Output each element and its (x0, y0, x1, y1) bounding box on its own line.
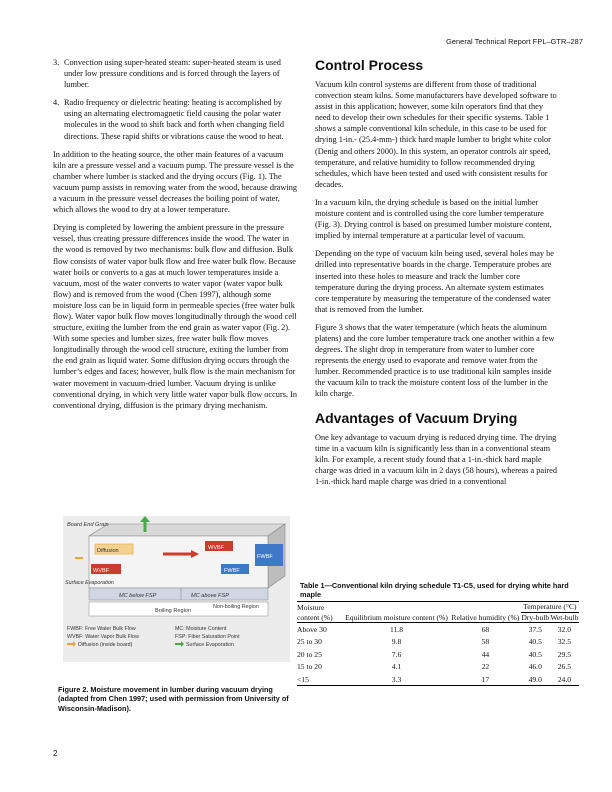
cell-dry: 46.0 (528, 662, 542, 672)
legend-fsp: FSP: Fiber Saturation Point (175, 634, 240, 640)
cell-dry: 40.5 (528, 637, 542, 647)
col-header-wet-bulb: Wet-bulb (550, 612, 579, 622)
kiln-schedule-table (297, 601, 579, 686)
col-header-temp: Temperature (°C) (521, 602, 579, 613)
cell-rh: 58 (481, 637, 490, 647)
table-row (297, 648, 579, 660)
table-row (297, 623, 579, 636)
fwbf-label-end: FWBF (257, 554, 273, 560)
figure-2 (63, 516, 290, 662)
cell-emc: 7.6 (391, 649, 402, 659)
cell-rh: 68 (481, 624, 490, 634)
cell-emc: 11.8 (389, 624, 403, 634)
cell-rh: 17 (450, 673, 521, 686)
legend-diffusion: Diffusion (inside board) (78, 642, 133, 648)
left-column (53, 57, 298, 418)
paragraph: Figure 3 shows that the water temperature (which heats the aluminum platens) and the core lumber temperature track one another within a few degrees. The slight drop in temperature from water to lumber core represents the energy used to evaporate and remove water from the lumber. Recommended practice is to use traditional kiln samples inside the vacuum kiln to track the moisture content loss of the lumber in the kiln charge. (315, 322, 555, 399)
cell-dry: 37.5 (528, 624, 542, 634)
cell-mc: 25 to 30 (297, 637, 322, 647)
paragraph: In addition to the heating source, the other main features of a vacuum kiln are a pressure vessel and a vacuum pump. The pressure vessel is the chamber where lumber is stacked and the drying occurs (Fig. 1). The vacuum pump assists in removing water from the wood, because drawing a vacuum in the pressure vessel decreases the boiling point of water, which allows the wood to dry at a lower temperature. (53, 149, 298, 215)
paragraph: Drying is completed by lowering the ambient pressure in the pressure vessel, thus creating pressure differences inside the wood. The water in the wood is removed by two mechanisms: bulk flow and diffusion. Bulk flow consists of water vapor bulk flow and free water bulk flow. Because water boils or converts to a gas at much lower temperatures inside a vacuum, most of the water converts to water vapor (water vapor bulk flow) and is removed from the wood (Chen 1997), although some moisture loss can be in liquid form in permeable species (free water bulk flow). Water vapor bulk flow moves longitudinally through the wood cell structure, exiting the lumber from the end grain as water vapor (Fig. 2). With some species and lumber sizes, free water bulk flow moves longitudinally through the wood cell structure, exiting the lumber from the end grain as liquid water. Some diffusion drying occurs through the lumber’s edges and faces; however, bulk flow is the main mechanism for water movement in vacuum-dried lumber. Vacuum drying is unlike conventional drying, in which very little water vapor bulk flow occurs. In conventional drying, diffusion is the primary drying mechanism. (53, 223, 298, 410)
mc-below-label: MC below FSP (119, 593, 157, 599)
table-caption: Table 1—Conventional kiln drying schedule T1-C5, used for drying white hard maple (300, 581, 569, 600)
evaporation-legend-icon (175, 641, 184, 647)
cell-mc: Above 30 (297, 624, 327, 634)
mc-band (89, 588, 268, 600)
col-header-rh: Relative humidity (%) (450, 602, 521, 623)
paragraph: One key advantage to vacuum drying is reduced drying time. The drying time in a vacuum kiln is significantly less than in a conventional steam kiln. For example, a recent study found that a 1-in.-thick hard maple charge was dried in a vacuum kiln in 2 days (58 hours), whereas a paired 1-in.-thick hard maple charge was dried in a conventional (315, 432, 557, 486)
cell-wet: 32.0 (557, 624, 572, 634)
paragraph: Vacuum kiln control systems are different from those of traditional convection steam kilns. Some manufacturers have developed software to assist in this application; however, some kiln operators find that they need to develop their own schedules for their specific systems. Table 1 shows a sample conventional kiln schedule, in this case to be used for drying 1-in.- (25.4-mm-) thick hard maple lumber to bright white color (Denig and others 2000). In this system, an operator controls air speed, temperature, and relative humidity to follow recommended drying schedules, which have been tested and used with consistent results for decades. (315, 80, 557, 189)
cell-dry: 40.5 (528, 649, 542, 659)
list-text: Convection using super-heated steam: super-heated steam is used under low pressure conditions and is forced through the layers of lumber. (64, 58, 281, 90)
cell-mc: 15 to 20 (297, 662, 322, 672)
cell-emc: 9.8 (391, 637, 402, 647)
table-row (297, 673, 579, 686)
col-header-emc: Equilibrium moisture content (%) (343, 602, 450, 623)
paragraph: In a vacuum kiln, the drying schedule is based on the initial lumber moisture content and is controlled using the core lumber temperature (Fig. 3). Drying control is based on presumed lumber moisture content, implied by internal temperature at a particular level of vacuum. (315, 197, 552, 241)
legend-evaporation: Surface Evaporation (186, 642, 234, 648)
legend-fwbf: FWBF: Free Water Bulk Flow (67, 626, 136, 632)
list-number: 3. (53, 58, 60, 67)
wvbf-label-lower: WVBF (93, 568, 110, 574)
cell-wet: 29.5 (557, 649, 572, 659)
cell-wet: 24.0 (550, 673, 579, 686)
board-top-face (89, 524, 285, 536)
cell-rh: 44 (481, 649, 490, 659)
section-heading-control: Control Process (315, 57, 424, 73)
section-heading-advantages: Advantages of Vacuum Drying (315, 409, 518, 426)
wvbf-label-upper: WVBF (208, 545, 225, 551)
list-number: 4. (53, 98, 60, 108)
cell-emc: 3.3 (343, 673, 450, 686)
mc-above-label: MC above FSP (191, 593, 229, 599)
cell-rh: 22 (481, 662, 490, 672)
cell-wet: 26.5 (557, 662, 572, 672)
cell-mc: 20 to 25 (297, 649, 322, 659)
paragraph: Depending on the type of vacuum kiln being used, several holes may be drilled into representative boards in the charge. Temperature probes are inserted into these holes to measure and track the lumber core temperature during the drying process. An alternate system estimates core temperature by measuring the temperature of the condensed water that is removed from the lumber. (315, 249, 554, 314)
non-boiling-region-label: Non-boiling Region (213, 604, 259, 610)
page-number: 2 (53, 749, 58, 758)
list-text: Radio frequency or dielectric heating: heating is accomplished by using an alternating electromagnetic field causing the polar water molecules in the wood to shift back and forth when changing field directions. These rapid shifts or vibrations cause the wood to heat. (64, 98, 285, 141)
col-header-dry-bulb: Dry-bulb (521, 612, 550, 622)
list-item (53, 57, 298, 90)
table-row (297, 660, 579, 672)
moisture-movement-diagram (63, 516, 290, 662)
board-end-grain-label: Board End Grain (67, 522, 109, 528)
col-header-mc: Moisture content (%) (297, 602, 343, 623)
boiling-region-label: Boiling Region (155, 608, 192, 614)
legend-mc: MC: Moisture Content (175, 626, 227, 632)
cell-mc: <15 (297, 673, 343, 686)
cell-wet: 32.5 (557, 637, 572, 647)
right-column (315, 57, 560, 494)
diffusion-legend-icon (67, 641, 76, 647)
legend-wvbf: WVBF: Water Vapor Bulk Flow (67, 634, 139, 640)
fwbf-label-front: FWBF (224, 568, 240, 574)
table-row (297, 635, 579, 647)
surface-evaporation-label: Surface Evaporation (65, 580, 114, 586)
figure-caption: Figure 2. Moisture movement in lumber during vacuum drying (adapted from Chen 1997; used with permission from University of Wisconsin-Madison). (58, 685, 289, 713)
running-header: General Technical Report FPL–GTR–287 (446, 37, 583, 46)
cell-dry: 49.0 (521, 673, 550, 686)
diffusion-label: Diffusion (97, 548, 119, 554)
cell-emc: 4.1 (391, 662, 402, 672)
list-item (53, 97, 298, 141)
